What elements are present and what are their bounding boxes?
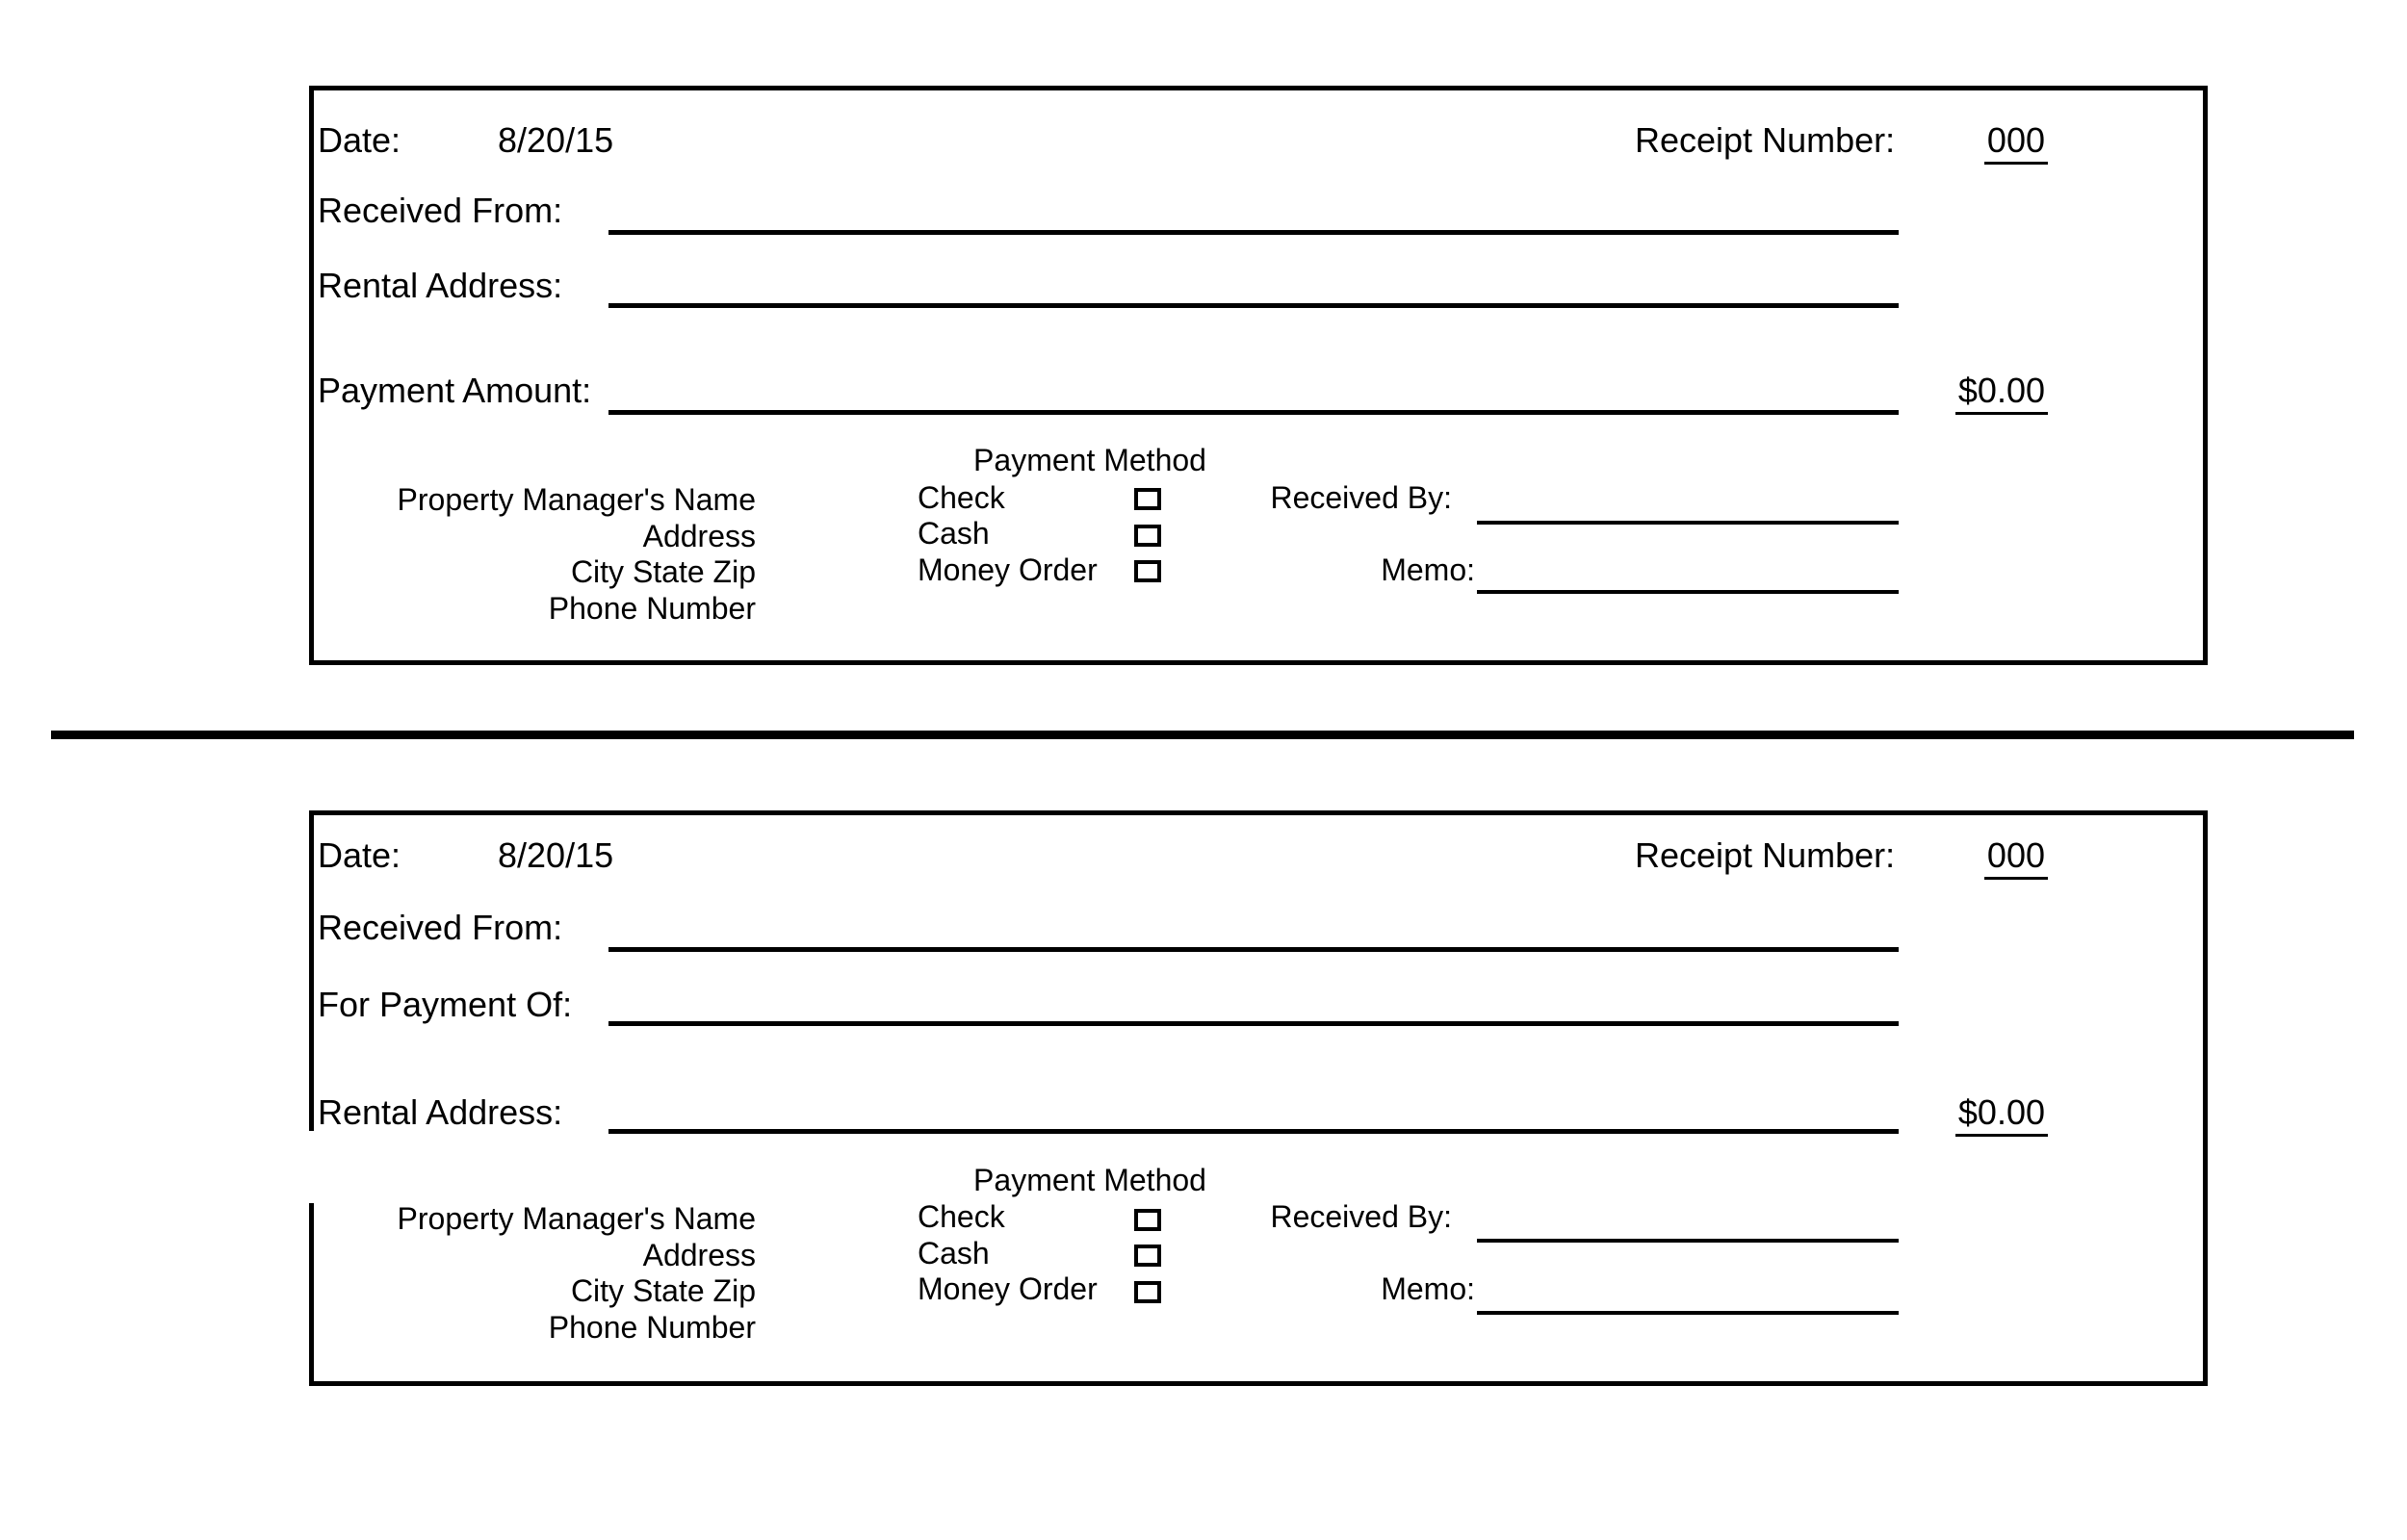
receipt-number-value[interactable]: 000 — [1984, 838, 2048, 880]
manager-address-text: Address — [642, 518, 756, 553]
manager-name-text: Property Manager's Name — [397, 482, 756, 517]
received-from-label: Received From: — [318, 191, 563, 230]
memo-label: Memo: — [1381, 1271, 1475, 1306]
check-label: Check — [918, 480, 1005, 515]
received-from-line[interactable] — [608, 947, 1899, 952]
receipt-bottom-left-border-upper — [309, 810, 314, 1131]
manager-city-state-zip-text: City State Zip — [570, 1273, 756, 1308]
money-order-checkbox[interactable] — [1134, 1281, 1161, 1303]
money-order-label: Money Order — [918, 1271, 1098, 1306]
memo-line[interactable] — [1477, 1311, 1899, 1315]
manager-address-text: Address — [642, 1237, 756, 1272]
received-by-label: Received By: — [1270, 1199, 1452, 1234]
payment-method-title: Payment Method — [973, 443, 1206, 477]
payment-method-title: Payment Method — [973, 1163, 1206, 1197]
manager-phone-text: Phone Number — [548, 590, 756, 626]
rental-address-label: Rental Address: — [318, 266, 563, 305]
receipt-number-label: Receipt Number: — [1635, 835, 1896, 875]
property-manager-block — [398, 482, 756, 627]
for-payment-of-label: For Payment Of: — [318, 985, 573, 1024]
received-from-line[interactable] — [608, 230, 1899, 235]
memo-label: Memo: — [1381, 552, 1475, 587]
property-manager-block — [398, 1201, 756, 1346]
cash-checkbox[interactable] — [1134, 525, 1161, 547]
payment-amount-line[interactable] — [608, 410, 1899, 415]
received-from-label: Received From: — [318, 908, 563, 947]
cut-divider-line — [51, 731, 2354, 739]
check-checkbox[interactable] — [1134, 1209, 1161, 1231]
money-order-label: Money Order — [918, 552, 1098, 587]
manager-phone-text: Phone Number — [548, 1309, 756, 1345]
received-by-line[interactable] — [1477, 521, 1899, 525]
date-label: Date: — [318, 120, 401, 160]
rental-amount-value[interactable]: $0.00 — [1955, 1095, 2048, 1137]
cash-checkbox[interactable] — [1134, 1245, 1161, 1267]
cash-label: Cash — [918, 1236, 990, 1270]
received-by-label: Received By: — [1270, 480, 1452, 515]
date-label: Date: — [318, 835, 401, 875]
received-by-line[interactable] — [1477, 1239, 1899, 1243]
payment-amount-value[interactable]: $0.00 — [1955, 373, 2048, 415]
check-label: Check — [918, 1199, 1005, 1234]
money-order-checkbox[interactable] — [1134, 560, 1161, 582]
manager-city-state-zip-text: City State Zip — [570, 554, 756, 589]
rental-address-line[interactable] — [608, 1129, 1899, 1134]
date-value[interactable]: 8/20/15 — [498, 835, 614, 875]
manager-name-text: Property Manager's Name — [397, 1201, 756, 1236]
receipt-number-value[interactable]: 000 — [1984, 123, 2048, 165]
rental-address-line[interactable] — [608, 303, 1899, 308]
rental-address-label: Rental Address: — [318, 1092, 563, 1132]
receipt-number-label: Receipt Number: — [1635, 120, 1896, 160]
receipt-bottom-left-border-lower — [309, 1203, 314, 1386]
for-payment-of-line[interactable] — [608, 1021, 1899, 1026]
check-checkbox[interactable] — [1134, 488, 1161, 510]
cash-label: Cash — [918, 516, 990, 551]
payment-amount-label: Payment Amount: — [318, 371, 592, 410]
memo-line[interactable] — [1477, 590, 1899, 594]
date-value[interactable]: 8/20/15 — [498, 120, 614, 160]
